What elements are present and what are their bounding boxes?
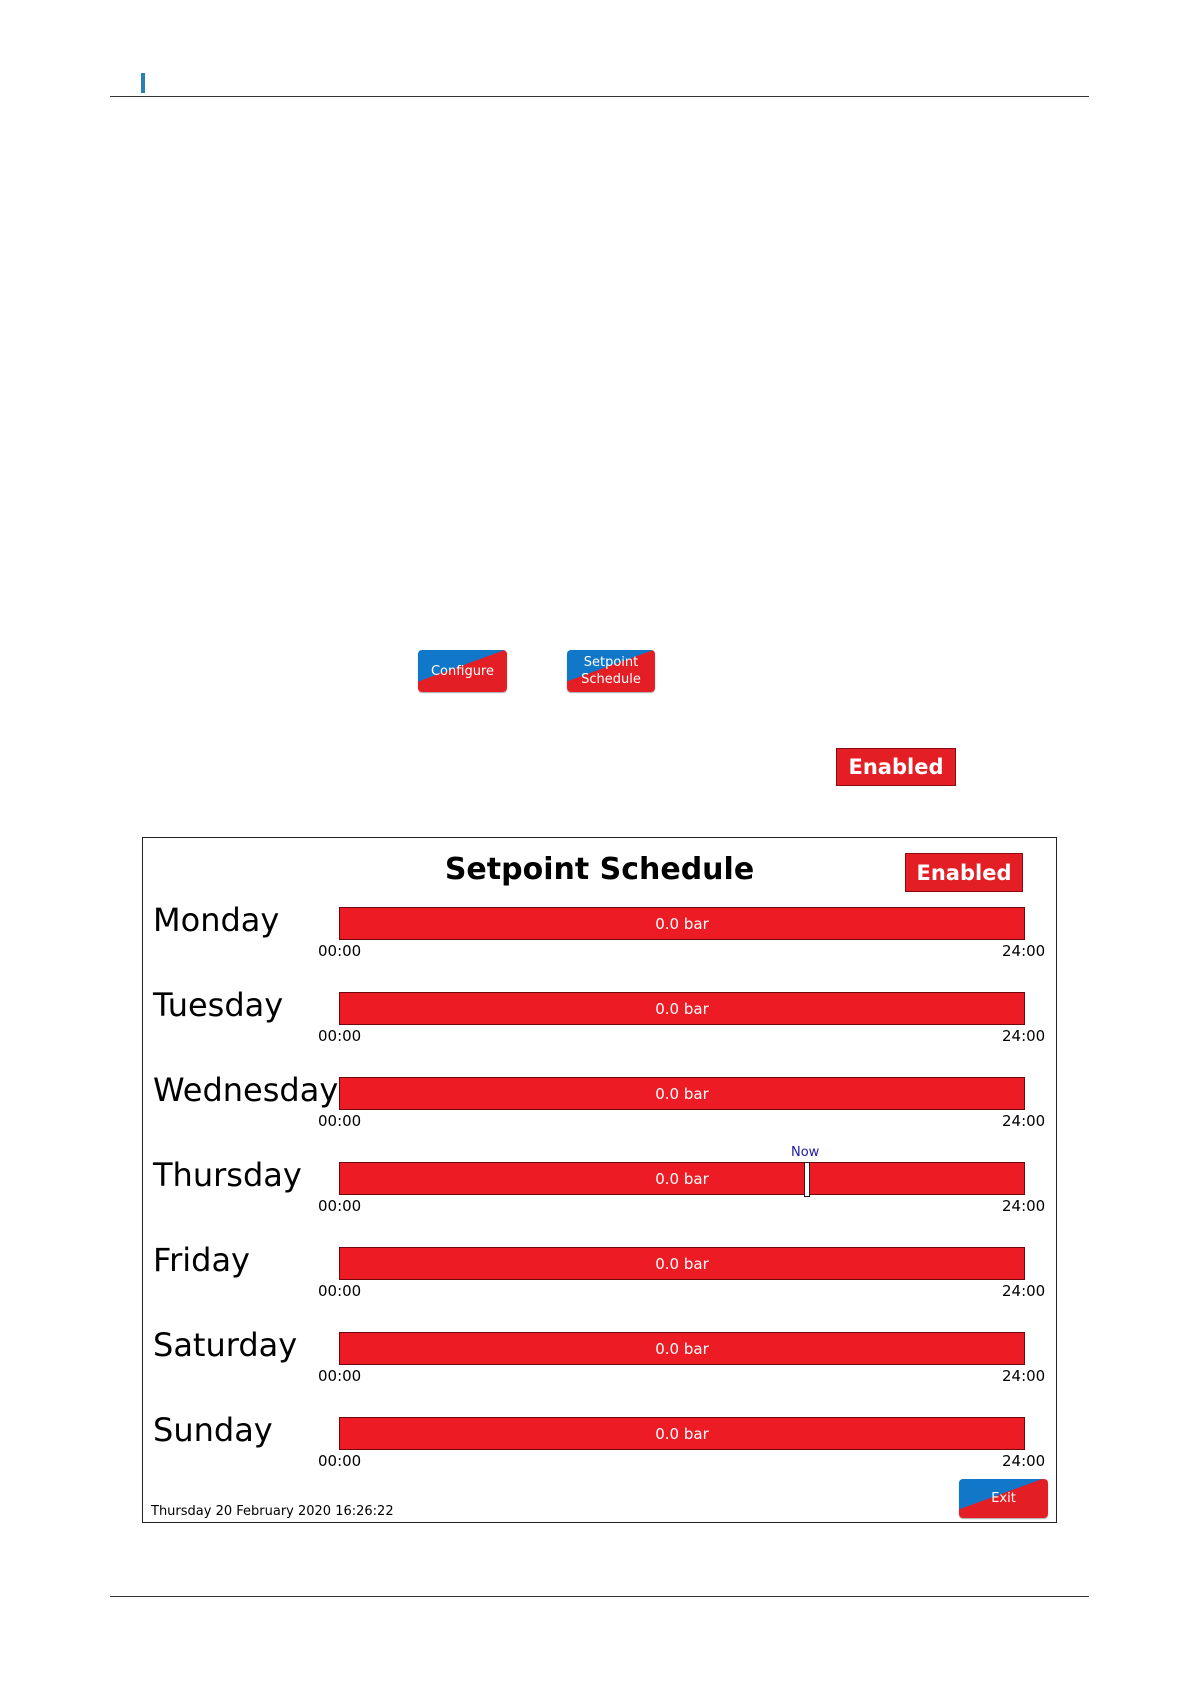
end-time-label: 24:00 bbox=[1002, 942, 1046, 960]
now-marker bbox=[804, 1162, 810, 1197]
exit-button[interactable] bbox=[959, 1479, 1048, 1518]
now-indicator-label: Now bbox=[791, 1145, 820, 1160]
configure-button-label: Configure bbox=[430, 663, 494, 679]
setpoint-schedule-panel bbox=[142, 837, 1057, 1523]
schedule-bar-value: 0.0 bar bbox=[655, 999, 709, 1018]
schedule-bar-monday[interactable] bbox=[339, 907, 1025, 940]
start-time-label: 00:00 bbox=[318, 1367, 362, 1385]
setpoint-schedule-button[interactable] bbox=[567, 650, 655, 692]
current-datetime: Thursday 20 February 2020 16:26:22 bbox=[151, 1504, 394, 1519]
schedule-enabled-label: Enabled bbox=[916, 860, 1012, 885]
end-time-label: 24:00 bbox=[1002, 1282, 1046, 1300]
schedule-bar-value: 0.0 bar bbox=[655, 1339, 709, 1358]
footer-divider bbox=[110, 1596, 1089, 1597]
enabled-badge-label: Enabled bbox=[848, 755, 944, 779]
day-label-monday: Monday bbox=[153, 901, 280, 939]
schedule-bar-wednesday[interactable] bbox=[339, 1077, 1025, 1110]
schedule-bar-tuesday[interactable] bbox=[339, 992, 1025, 1025]
start-time-label: 00:00 bbox=[318, 942, 362, 960]
day-label-tuesday: Tuesday bbox=[153, 986, 284, 1024]
schedule-bar-sunday[interactable] bbox=[339, 1417, 1025, 1450]
schedule-bar-value: 0.0 bar bbox=[655, 1169, 709, 1188]
start-time-label: 00:00 bbox=[318, 1112, 362, 1130]
schedule-bar-value: 0.0 bar bbox=[655, 1424, 709, 1443]
schedule-enabled-toggle[interactable] bbox=[905, 853, 1023, 892]
end-time-label: 24:00 bbox=[1002, 1027, 1046, 1045]
day-label-wednesday: Wednesday bbox=[153, 1071, 339, 1109]
end-time-label: 24:00 bbox=[1002, 1367, 1046, 1385]
schedule-bar-value: 0.0 bar bbox=[655, 914, 709, 933]
start-time-label: 00:00 bbox=[318, 1027, 362, 1045]
setpoint-schedule-button-label: Setpoint Schedule bbox=[581, 655, 641, 687]
schedule-bar-friday[interactable] bbox=[339, 1247, 1025, 1280]
start-time-label: 00:00 bbox=[318, 1452, 362, 1470]
schedule-bar-saturday[interactable] bbox=[339, 1332, 1025, 1365]
header-marker bbox=[141, 73, 145, 93]
start-time-label: 00:00 bbox=[318, 1197, 362, 1215]
day-label-sunday: Sunday bbox=[153, 1411, 273, 1449]
schedule-bar-value: 0.0 bar bbox=[655, 1254, 709, 1273]
day-label-thursday: Thursday bbox=[153, 1156, 302, 1194]
end-time-label: 24:00 bbox=[1002, 1197, 1046, 1215]
end-time-label: 24:00 bbox=[1002, 1112, 1046, 1130]
schedule-bar-thursday[interactable] bbox=[339, 1162, 1025, 1195]
enabled-badge[interactable] bbox=[836, 748, 956, 786]
day-label-saturday: Saturday bbox=[153, 1326, 298, 1364]
start-time-label: 00:00 bbox=[318, 1282, 362, 1300]
configure-button[interactable] bbox=[418, 650, 507, 692]
day-label-friday: Friday bbox=[153, 1241, 250, 1279]
page-title: Setpoint Schedule bbox=[444, 852, 755, 887]
schedule-bar-value: 0.0 bar bbox=[655, 1084, 709, 1103]
end-time-label: 24:00 bbox=[1002, 1452, 1046, 1470]
header-divider bbox=[110, 96, 1089, 97]
exit-button-label: Exit bbox=[991, 1491, 1016, 1506]
